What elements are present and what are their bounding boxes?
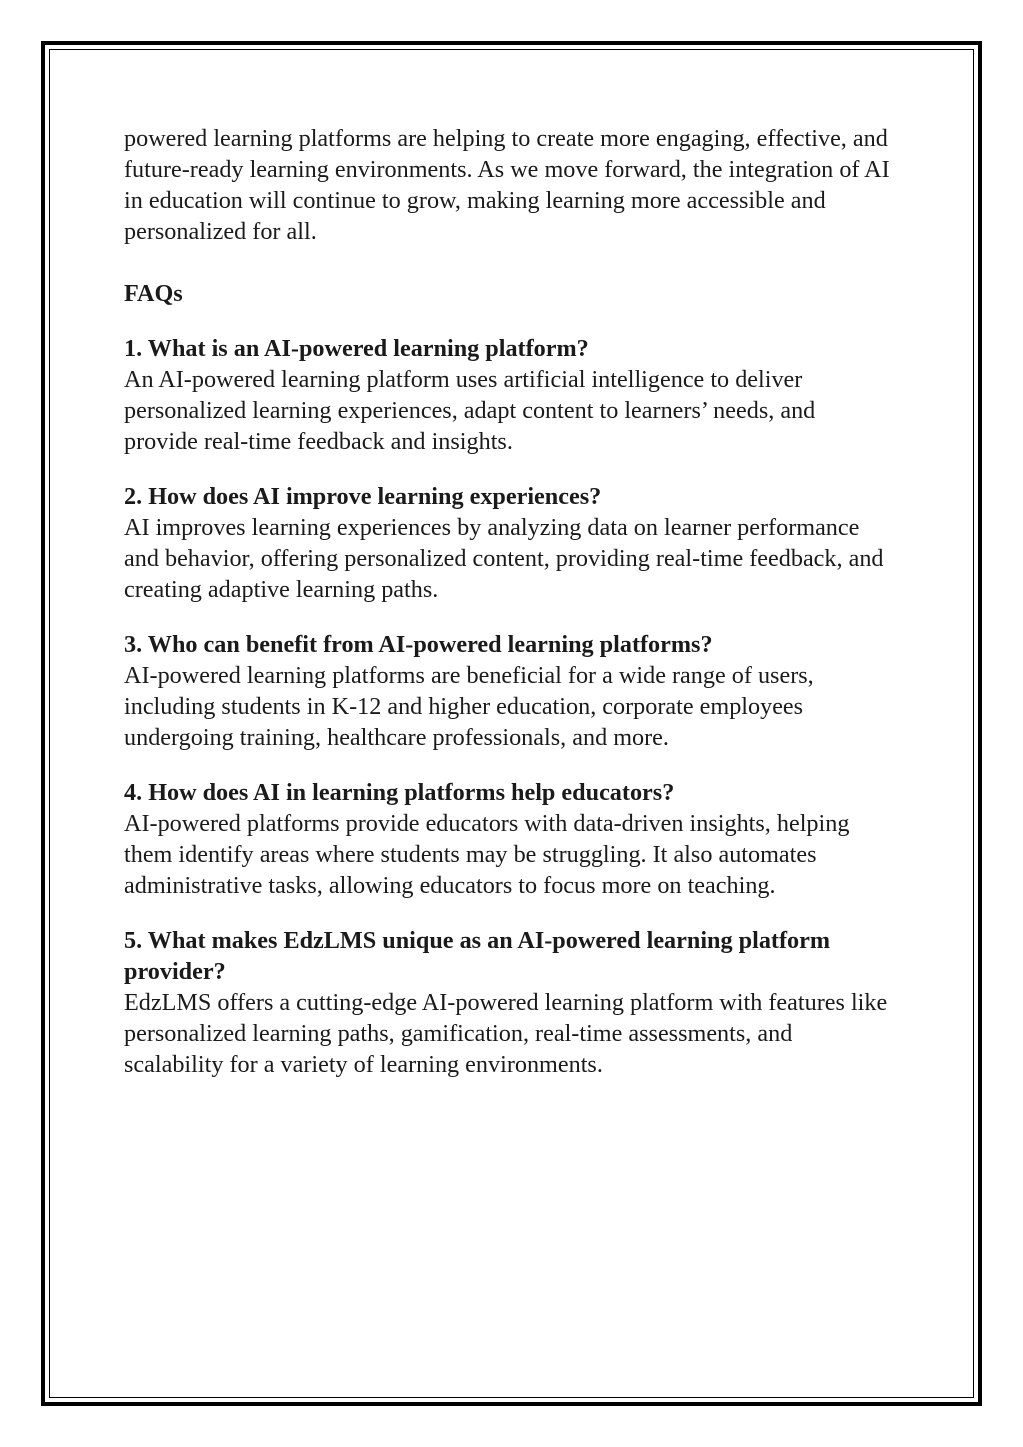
faq-item (124, 925, 894, 1080)
faq-question: 1. What is an AI-powered learning platform? (124, 335, 589, 362)
faq-question: 4. How does AI in learning platforms help educators? (124, 779, 675, 806)
faq-answer: AI-powered platforms provide educators with data-driven insights, helping them identify areas where students may be struggling. It also automates administrative tasks, allowing educators to focus more on teaching. (124, 810, 850, 899)
faq-answer: An AI-powered learning platform uses artificial intelligence to deliver personalized learning experiences, adapt content to learners’ needs, and provide real-time feedback and insights. (124, 366, 816, 455)
faq-heading: FAQs (124, 280, 183, 307)
faq-answer: EdzLMS offers a cutting-edge AI-powered learning platform with features like personalized learning paths, gamification, real-time assessments, and scalability for a variety of learning environments. (124, 989, 888, 1078)
faq-item (124, 777, 894, 901)
faq-question: 5. What makes EdzLMS unique as an AI-powered learning platform provider? (124, 927, 830, 985)
intro-paragraph: powered learning platforms are helping to create more engaging, effective, and future-ready learning environments. As we move forward, the integration of AI in education will continue to grow, making learning more accessible and personalized for all. (124, 125, 890, 245)
faq-question: 3. Who can benefit from AI-powered learning platforms? (124, 631, 713, 658)
faq-item (124, 481, 894, 605)
faq-question: 2. How does AI improve learning experiences? (124, 483, 602, 510)
document-body (124, 123, 894, 1080)
faq-answer: AI improves learning experiences by analyzing data on learner performance and behavior, offering personalized content, providing real-time feedback, and creating adaptive learning paths. (124, 514, 884, 603)
faq-item (124, 333, 894, 457)
faq-item (124, 629, 894, 753)
faq-answer: AI-powered learning platforms are beneficial for a wide range of users, including students in K-12 and higher education, corporate employees undergoing training, healthcare professionals, and more. (124, 662, 814, 751)
